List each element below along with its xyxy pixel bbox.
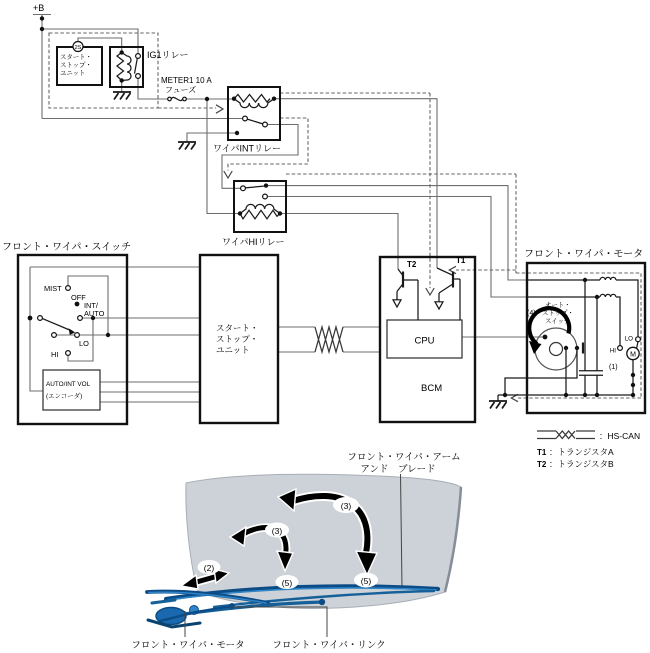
auto-stop-num: (4) <box>527 310 536 317</box>
legend <box>537 431 640 469</box>
legend-t2: T2 <box>537 460 547 469</box>
start-stop-unit-main-box <box>200 255 278 423</box>
pos-hi-label: HI <box>51 350 59 359</box>
fuse-name-label: METER1 10 A <box>161 76 212 85</box>
t1-label: T1 <box>456 256 466 265</box>
motor-hi-label: HI <box>609 347 616 355</box>
ann-5-small: (5) <box>281 578 293 588</box>
auto-stop-line3: スイッチ <box>545 318 571 325</box>
transistor-t2 <box>393 260 418 320</box>
switch-lever <box>42 319 72 331</box>
ann-5-big: (5) <box>360 576 372 586</box>
auto-stop-line2: ストップ・ <box>542 310 574 317</box>
ig1-relay-label: IG1リレー <box>147 50 189 60</box>
t2-label: T2 <box>407 260 417 269</box>
ground-icon <box>178 142 196 150</box>
ground-icon <box>489 401 507 409</box>
transistor-t1 <box>435 256 466 320</box>
wiring-nets <box>30 15 545 403</box>
hs-can-twisted-pair-icon <box>315 327 343 352</box>
motor-m <box>609 336 640 372</box>
mechanical-illustration <box>131 452 461 651</box>
choke-coil-icon <box>600 277 616 280</box>
fuse-word-label: フューズ <box>165 85 197 95</box>
legend-hs-can: ：HS-CAN <box>599 431 641 441</box>
auto-stop-switch <box>527 301 583 370</box>
pos-mist-label: MIST <box>44 284 62 293</box>
ground-icon <box>113 92 131 100</box>
encoder-box <box>43 370 100 410</box>
motor-lo-label: LO <box>624 335 633 343</box>
ssu-main-line3: ユニット <box>216 345 250 355</box>
auto-stop-line1: オート・ <box>545 302 571 309</box>
motor-m-label: M <box>630 351 636 359</box>
choke-coil-icon <box>600 294 616 297</box>
motor-bottom-label: フロント・ワイパ・モータ <box>131 640 245 651</box>
fuse-icon <box>171 97 182 100</box>
wiper-switch-title: フロント・ワイパ・スイッチ <box>2 242 132 253</box>
ssu-main-line1: スタート・ <box>216 323 259 333</box>
ssu-top-line2: ストップ・ <box>60 62 92 69</box>
ann-2: (2) <box>203 563 215 573</box>
pos-int-label1: INT/ <box>84 301 98 310</box>
cpu-label: CPU <box>414 335 435 347</box>
legend-t1: T1 <box>537 448 547 457</box>
arm-blade-label-line1: フロント・ワイパ・アーム <box>347 452 461 463</box>
pos-int-label2: AUTO <box>84 309 105 318</box>
bcm-box <box>380 256 475 422</box>
arm-blade-label-line2: アンド ブレード <box>360 464 436 475</box>
legend-t1-desc: ：トランジスタA <box>549 447 614 457</box>
front-wiper-switch <box>2 241 131 424</box>
wiper-int-relay <box>178 87 281 154</box>
meter1-fuse <box>161 76 212 101</box>
bcm-label: BCM <box>421 383 443 394</box>
hs-can-symbol-icon <box>537 431 595 439</box>
int-relay-label: ワイパINTリレー <box>213 143 282 154</box>
motor-title: フロント・ワイパ・モータ <box>524 249 644 260</box>
encoder-label2: (エンコーダ) <box>46 393 83 400</box>
pos-off-label: OFF <box>71 293 86 302</box>
legend-t2-desc: ：トランジスタB <box>549 459 614 469</box>
ann-3-big: (3) <box>340 501 352 511</box>
link-bottom-label: フロント・ワイパ・リンク <box>272 640 386 651</box>
start-stop-unit-top-box <box>57 42 102 86</box>
hi-relay-label: ワイパHIリレー <box>222 237 285 247</box>
plus-b-label: +B <box>33 3 45 13</box>
encoder-label1: AUTO/INT VOL <box>46 381 91 388</box>
link-leader-line <box>231 607 327 637</box>
battery-feed <box>33 3 44 31</box>
pos-lo-label: LO <box>79 339 89 348</box>
ssu-top-line1: スタート・ <box>60 54 92 61</box>
2s-tag: 2S <box>74 44 82 51</box>
ann-3-small: (3) <box>271 526 283 536</box>
motor-num1-label: (1) <box>609 364 618 371</box>
ssu-top-line3: ユニット <box>60 70 86 77</box>
ssu-main-line2: ストップ・ <box>216 334 259 344</box>
